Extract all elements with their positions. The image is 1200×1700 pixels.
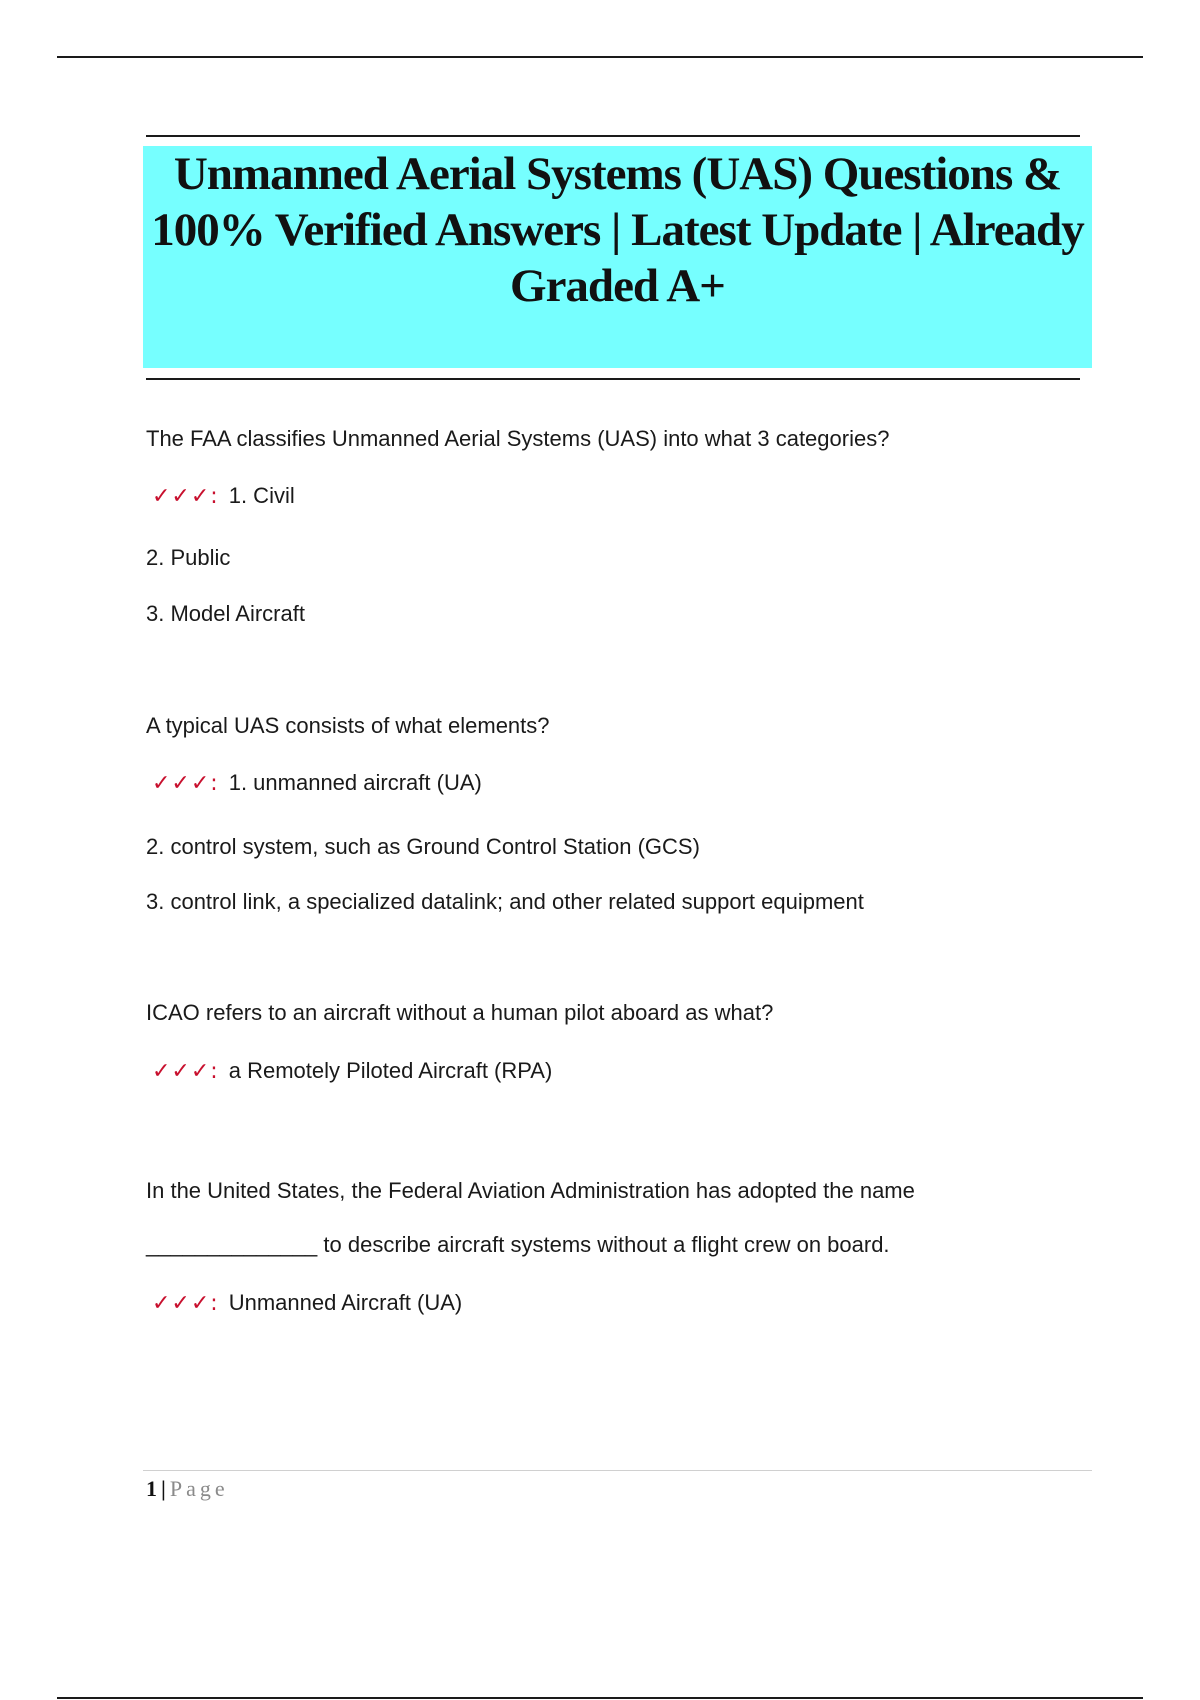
- title-bottom-rule: [146, 378, 1080, 380]
- title-banner: [143, 146, 1092, 368]
- answer-text: 1. Civil: [228, 483, 295, 508]
- answer-text: 2. control system, such as Ground Control Station (GCS): [146, 834, 700, 859]
- check-marks-icon: ✓✓✓:: [152, 483, 219, 509]
- question-text: ______________ to describe aircraft systems without a flight crew on board.: [146, 1232, 890, 1257]
- answer-line: [146, 483, 295, 509]
- question-text: A typical UAS consists of what elements?: [146, 713, 550, 738]
- footer-separator: |: [161, 1476, 166, 1501]
- answer-text: 2. Public: [146, 545, 231, 570]
- answer-text: 3. control link, a specialized datalink; and other related support equipment: [146, 889, 864, 914]
- answer-text: 3. Model Aircraft: [146, 601, 305, 626]
- question-text: The FAA classifies Unmanned Aerial Systems (UAS) into what 3 categories?: [146, 426, 890, 451]
- question-text: ICAO refers to an aircraft without a human pilot aboard as what?: [146, 1000, 774, 1025]
- page-footer: [146, 1476, 229, 1502]
- answer-text: Unmanned Aircraft (UA): [228, 1290, 463, 1315]
- page-bottom-rule: [57, 1697, 1143, 1699]
- page-top-rule: [57, 56, 1143, 58]
- document-title: Unmanned Aerial Systems (UAS) Questions & 100% Verified Answers | Latest Update | Already Graded A+: [151, 148, 1084, 312]
- check-marks-icon: ✓✓✓:: [152, 770, 219, 796]
- answer-line: [146, 770, 482, 796]
- answer-text: 1. unmanned aircraft (UA): [228, 770, 482, 795]
- footer-rule: [143, 1470, 1092, 1471]
- question-text: In the United States, the Federal Aviation Administration has adopted the name: [146, 1178, 915, 1203]
- check-marks-icon: ✓✓✓:: [152, 1058, 219, 1084]
- answer-line: [146, 1290, 462, 1316]
- check-marks-icon: ✓✓✓:: [152, 1290, 219, 1316]
- page-label: Page: [169, 1476, 229, 1501]
- answer-text: a Remotely Piloted Aircraft (RPA): [228, 1058, 553, 1083]
- page-number: 1: [146, 1476, 157, 1501]
- answer-line: [146, 1058, 552, 1084]
- title-top-rule: [146, 135, 1080, 137]
